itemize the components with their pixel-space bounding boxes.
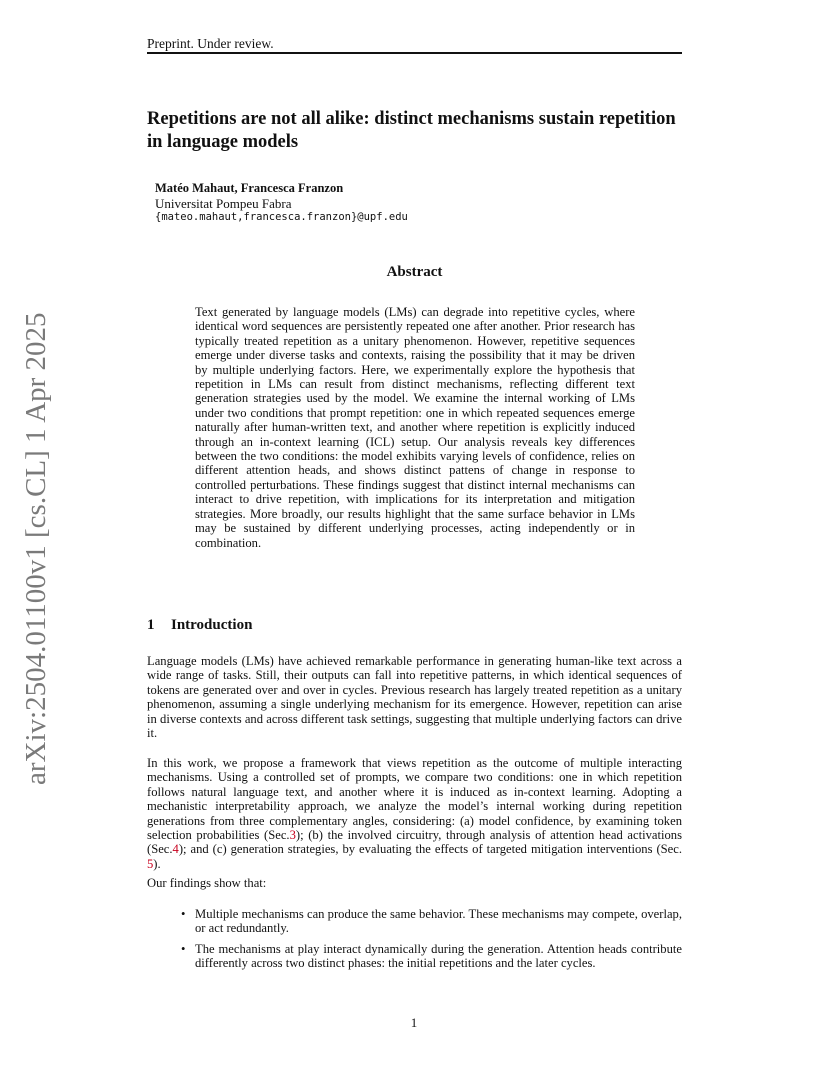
section-heading-introduction bbox=[147, 617, 252, 634]
author-names: Matéo Mahaut, Francesca Franzon bbox=[155, 181, 344, 195]
list-item bbox=[179, 942, 682, 971]
list-item bbox=[179, 907, 682, 936]
paragraph-text: ); (b) the involved circuitry, through analysis of attention head activations (Sec. bbox=[147, 828, 682, 857]
paper-title: Repetitions are not all alike: distinct mechanisms sustain repetition in language models bbox=[147, 109, 676, 152]
paragraph-text: In this work, we propose a framework that views repetition as the outcome of multiple interacting mechanisms. Using a controlled set of prompts, we compare two conditions: one in which repetition follows natural language text, and another where it is induced as in-context learning. Adopting a mechanistic interpretability approach, we analyze the model’s internal working during repetition generations from three complementary angles, considering: (a) model confidence, by examining token selection probabilities (Sec. bbox=[147, 756, 682, 843]
page-number: 1 bbox=[410, 1015, 418, 1030]
intro-paragraph-3: Our findings show that: bbox=[147, 876, 267, 890]
findings-list bbox=[179, 907, 682, 977]
author-affiliation: Universitat Pompeu Fabra bbox=[155, 196, 292, 211]
list-item-text: Multiple mechanisms can produce the same behavior. These mechanisms may compete, overlap, or act redundantly. bbox=[195, 907, 682, 936]
header-rule bbox=[147, 52, 682, 54]
arxiv-stamp: arXiv:2504.01100v1 [cs.CL] 1 Apr 2025 bbox=[20, 312, 52, 785]
intro-paragraph-1: Language models (LMs) have achieved remarkable performance in generating human-like text across a wide range of tasks. Still, their outputs can fall into repetitive patterns, in which identical sequences of tokens are generated over and over in cycles. Previous research has largely treated repetition as a unitary phenomenon, assuming a single underlying mechanism for its emergence. However, repetition can arise in diverse contexts and across different task settings, suggesting that multiple underlying factors can drive it. bbox=[147, 654, 682, 741]
running-header: Preprint. Under review. bbox=[147, 36, 274, 51]
paragraph-text: ). bbox=[153, 856, 161, 871]
bullet-icon: • bbox=[181, 907, 186, 921]
intro-paragraph-2 bbox=[147, 756, 682, 871]
bullet-icon: • bbox=[181, 941, 186, 956]
paragraph-text: ); and (c) generation strategies, by evaluating the effects of targeted mitigation interventions (Sec. bbox=[178, 842, 682, 857]
section-title: Introduction bbox=[171, 617, 253, 633]
section-ref-link[interactable]: 5 bbox=[147, 856, 154, 871]
abstract-text: Text generated by language models (LMs) can degrade into repetitive cycles, where identical word sequences are persistently repeated one after another. Prior research has typically treated repetition as a unitary phenomenon. However, repetitive sequences emerge under diverse tasks and contexts, raising the possibility that it may be driven by multiple underlying factors. Here, we experimentally explore the hypothesis that repetition in LMs can result from distinct mechanisms, reflecting different text generation strategies used by the model. We examine the internal working of LMs under two conditions that prompt repetition: one in which repeated sequences emerge naturally after human-written text, and another where repetition is explicitly induced through an in-context learning (ICL) setup. Our analysis reveals key differences between the two conditions: the model exhibits varying levels of confidence, relies on different attention heads, and shows distinct pattens of change in response to controlled perturbations. These findings suggest that distinct internal mechanisms can interact to drive repetition, with implications for its interpretation and mitigation strategies. More broadly, our results highlight that the same surface behavior in LMs may be sustained by different underlying processes, acting independently or in combination. bbox=[195, 305, 635, 550]
section-ref-link[interactable]: 3 bbox=[289, 828, 296, 843]
author-email: {mateo.mahaut,francesca.franzon}@upf.edu bbox=[155, 211, 408, 223]
abstract-heading: Abstract bbox=[386, 264, 443, 280]
list-item-text: The mechanisms at play interact dynamically during the generation. Attention heads contribute differently across two distinct phases: the initial repetitions and the later cycles. bbox=[195, 941, 682, 971]
section-number: 1 bbox=[147, 617, 155, 633]
section-ref-link[interactable]: 4 bbox=[172, 842, 179, 857]
